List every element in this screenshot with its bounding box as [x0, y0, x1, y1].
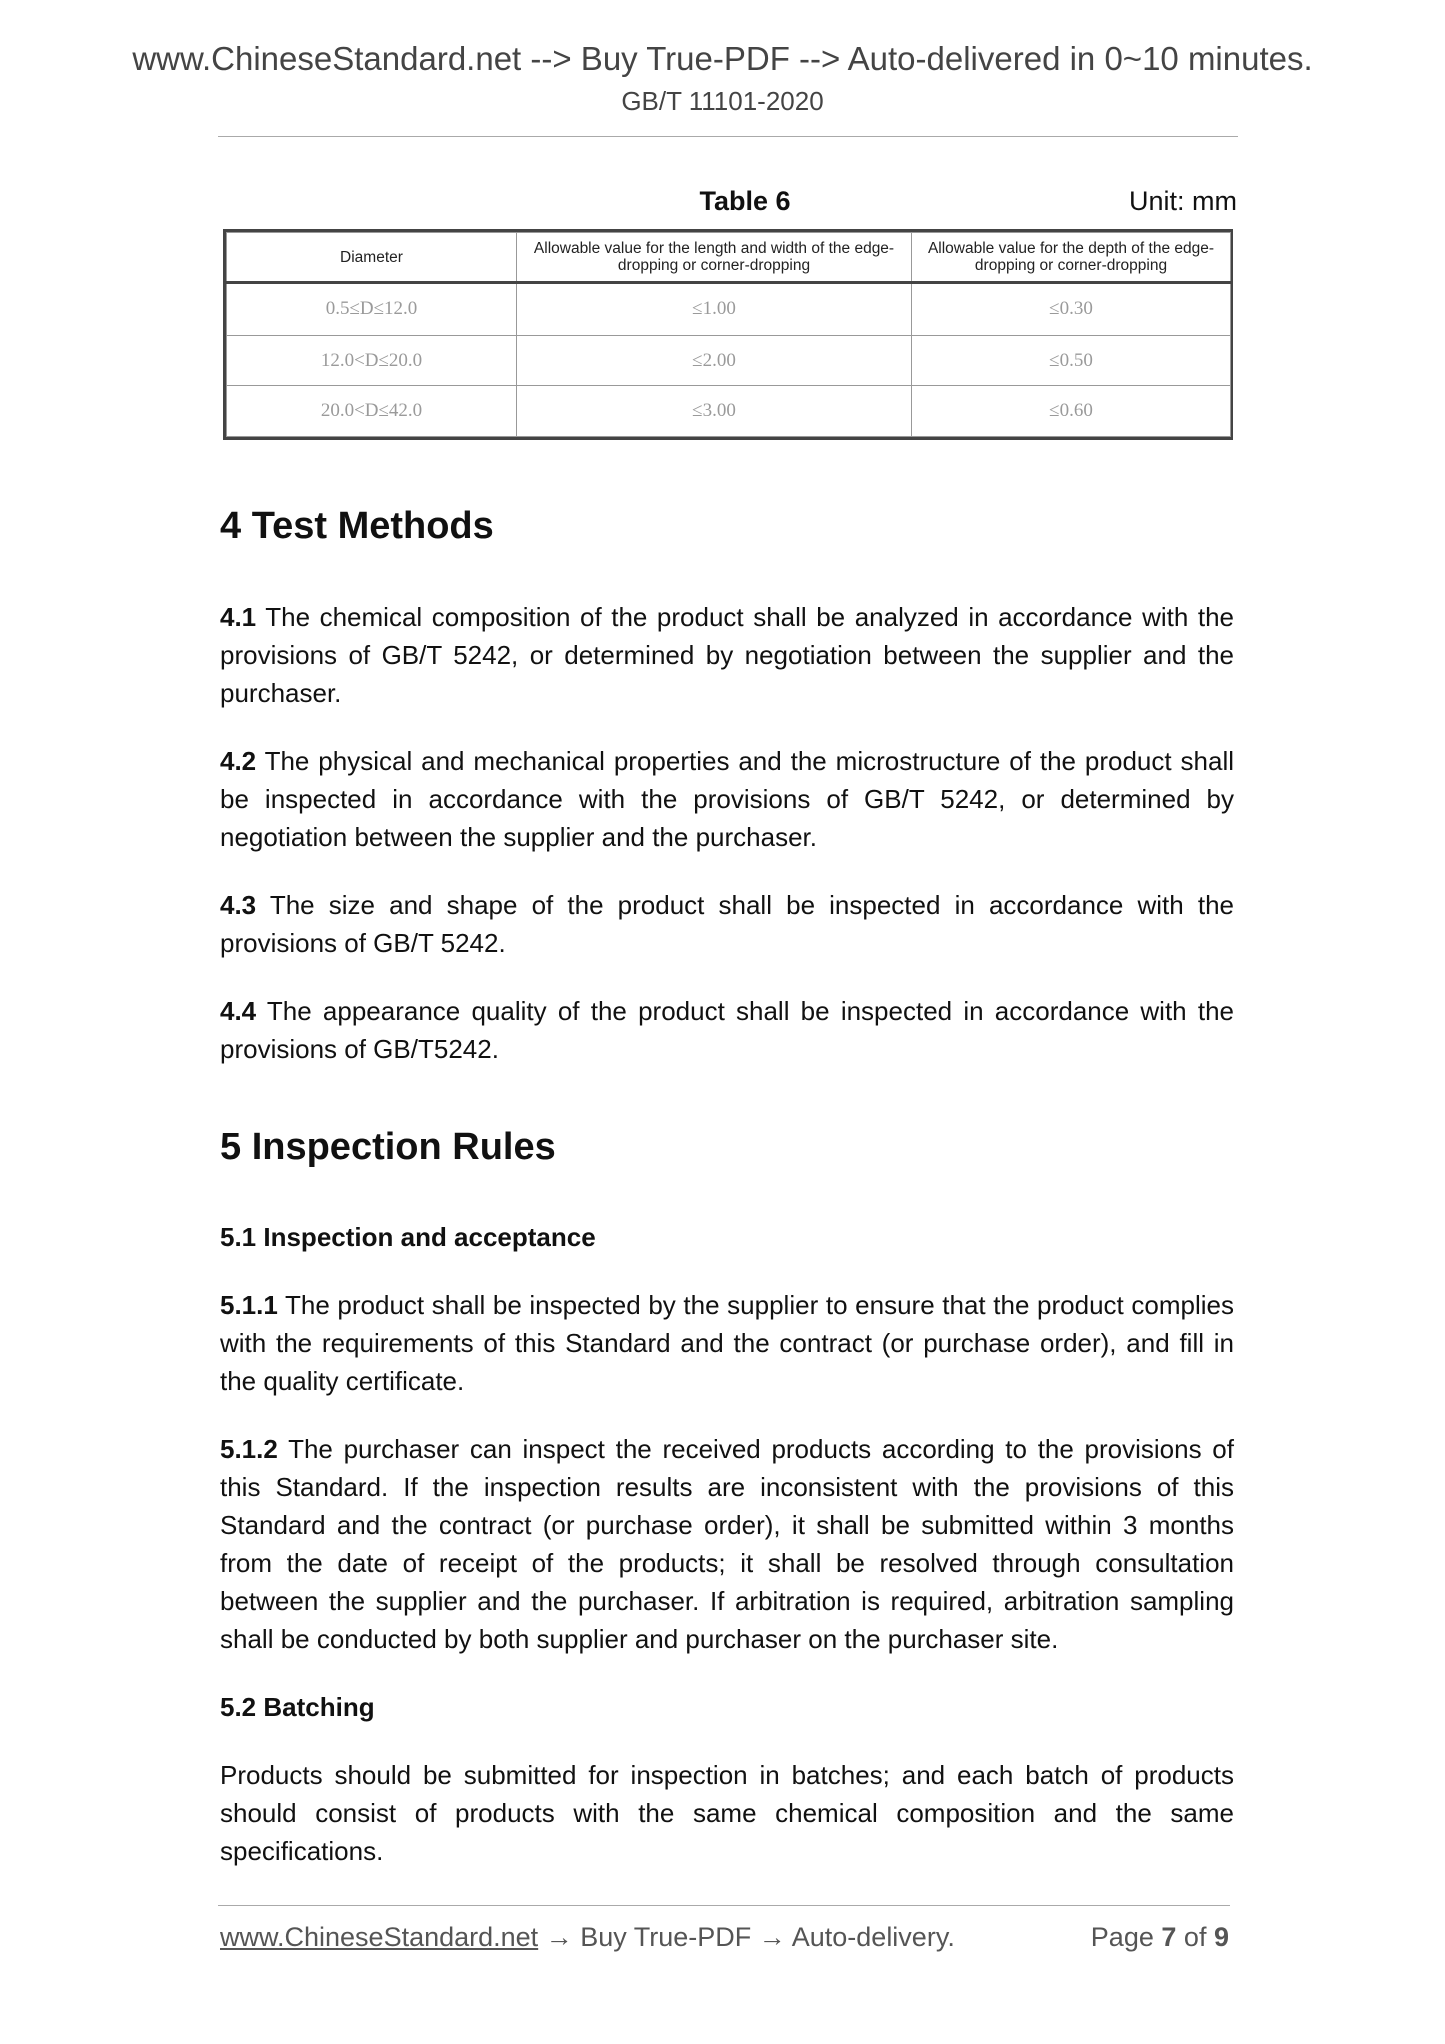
- subsection-5-1-title: 5.1 Inspection and acceptance: [220, 1222, 596, 1252]
- clause-number: 5.1.2: [220, 1434, 278, 1464]
- clause-number: 4.4: [220, 996, 257, 1026]
- table-6: [223, 229, 1233, 440]
- clause-4-1: [220, 598, 1234, 712]
- footer-divider: [218, 1905, 1230, 1906]
- column-header-diameter: Diameter: [227, 233, 517, 283]
- clause-number: 4.2: [220, 746, 257, 776]
- header-divider: [218, 136, 1238, 137]
- clause-4-4: [220, 992, 1234, 1068]
- clause-number: 4.3: [220, 890, 257, 920]
- clause-5-1-2: [220, 1430, 1234, 1658]
- header-banner: www.ChineseStandard.net --> Buy True-PDF --> Auto-delivered in 0~10 minutes.: [132, 40, 1313, 77]
- table-cell: ≤1.00: [517, 283, 912, 336]
- table-cell: ≤0.30: [912, 283, 1231, 336]
- clause-text: The size and shape of the product shall be inspected in accordance with the provisions of GB/T 5242.: [220, 890, 1234, 958]
- table-cell: 12.0<D≤20.0: [227, 335, 517, 386]
- column-header-length-width: Allowable value for the length and width of the edge-dropping or corner-dropping: [517, 233, 912, 283]
- table-cell: ≤0.60: [912, 386, 1231, 437]
- clause-text: The chemical composition of the product shall be analyzed in accordance with the provisions of GB/T 5242, or determined by negotiation between the supplier and the purchaser.: [220, 602, 1234, 708]
- table-row: [227, 335, 1231, 386]
- batching-paragraph: Products should be submitted for inspection in batches; and each batch of products should consist of products with the same chemical composition and the same specifications.: [220, 1760, 1234, 1866]
- clause-4-3: [220, 886, 1234, 962]
- clause-text: The physical and mechanical properties and the microstructure of the product shall be inspected in accordance with the provisions of GB/T 5242, or determined by negotiation between the supplier and the purchaser.: [220, 746, 1234, 852]
- footer-link[interactable]: www.ChineseStandard.net: [220, 1922, 539, 1952]
- section-5-title: 5 Inspection Rules: [220, 1126, 556, 1168]
- footer-tail: → Buy True-PDF → Auto-delivery.: [538, 1922, 955, 1952]
- clause-4-2: [220, 742, 1234, 856]
- clause-number: 5.1.1: [220, 1290, 278, 1320]
- page-number: [1091, 1922, 1229, 1953]
- footer-promo: [220, 1922, 955, 1953]
- clause-5-1-1: [220, 1286, 1234, 1400]
- clause-text: The purchaser can inspect the received products according to the provisions of this Standard. If the inspection results are inconsistent with the provisions of this Standard and the contract (or purchase order), it shall be submitted within 3 months from the date of receipt of the products; it shall be resolved through consultation between the supplier and the purchaser. If arbitration is required, arbitration sampling shall be conducted by both supplier and purchaser on the purchaser site.: [220, 1434, 1234, 1654]
- table-cell: 20.0<D≤42.0: [227, 386, 517, 437]
- section-4-title: 4 Test Methods: [220, 505, 494, 547]
- clause-text: The appearance quality of the product shall be inspected in accordance with the provisions of GB/T5242.: [220, 996, 1234, 1064]
- table-row: [227, 283, 1231, 336]
- subsection-5-2-title: 5.2 Batching: [220, 1692, 375, 1722]
- table-cell: ≤3.00: [517, 386, 912, 437]
- of-label: of: [1183, 1922, 1207, 1952]
- page-total: 9: [1213, 1922, 1229, 1952]
- table-cell: ≤2.00: [517, 335, 912, 386]
- table-row: [227, 386, 1231, 437]
- page-label: Page: [1090, 1922, 1154, 1952]
- clause-text: The product shall be inspected by the supplier to ensure that the product complies with the requirements of this Standard and the contract (or purchase order), and fill in the quality certificate.: [220, 1290, 1234, 1396]
- table-title: Table 6: [699, 186, 791, 216]
- table-unit: Unit: mm: [1129, 186, 1237, 216]
- clause-number: 4.1: [220, 602, 257, 632]
- table-cell: ≤0.50: [912, 335, 1231, 386]
- table-cell: 0.5≤D≤12.0: [227, 283, 517, 336]
- column-header-depth: Allowable value for the depth of the edge-dropping or corner-dropping: [912, 233, 1231, 283]
- page-current: 7: [1161, 1922, 1177, 1952]
- table-header-row: [227, 233, 1231, 283]
- standard-number: GB/T 11101-2020: [621, 86, 824, 116]
